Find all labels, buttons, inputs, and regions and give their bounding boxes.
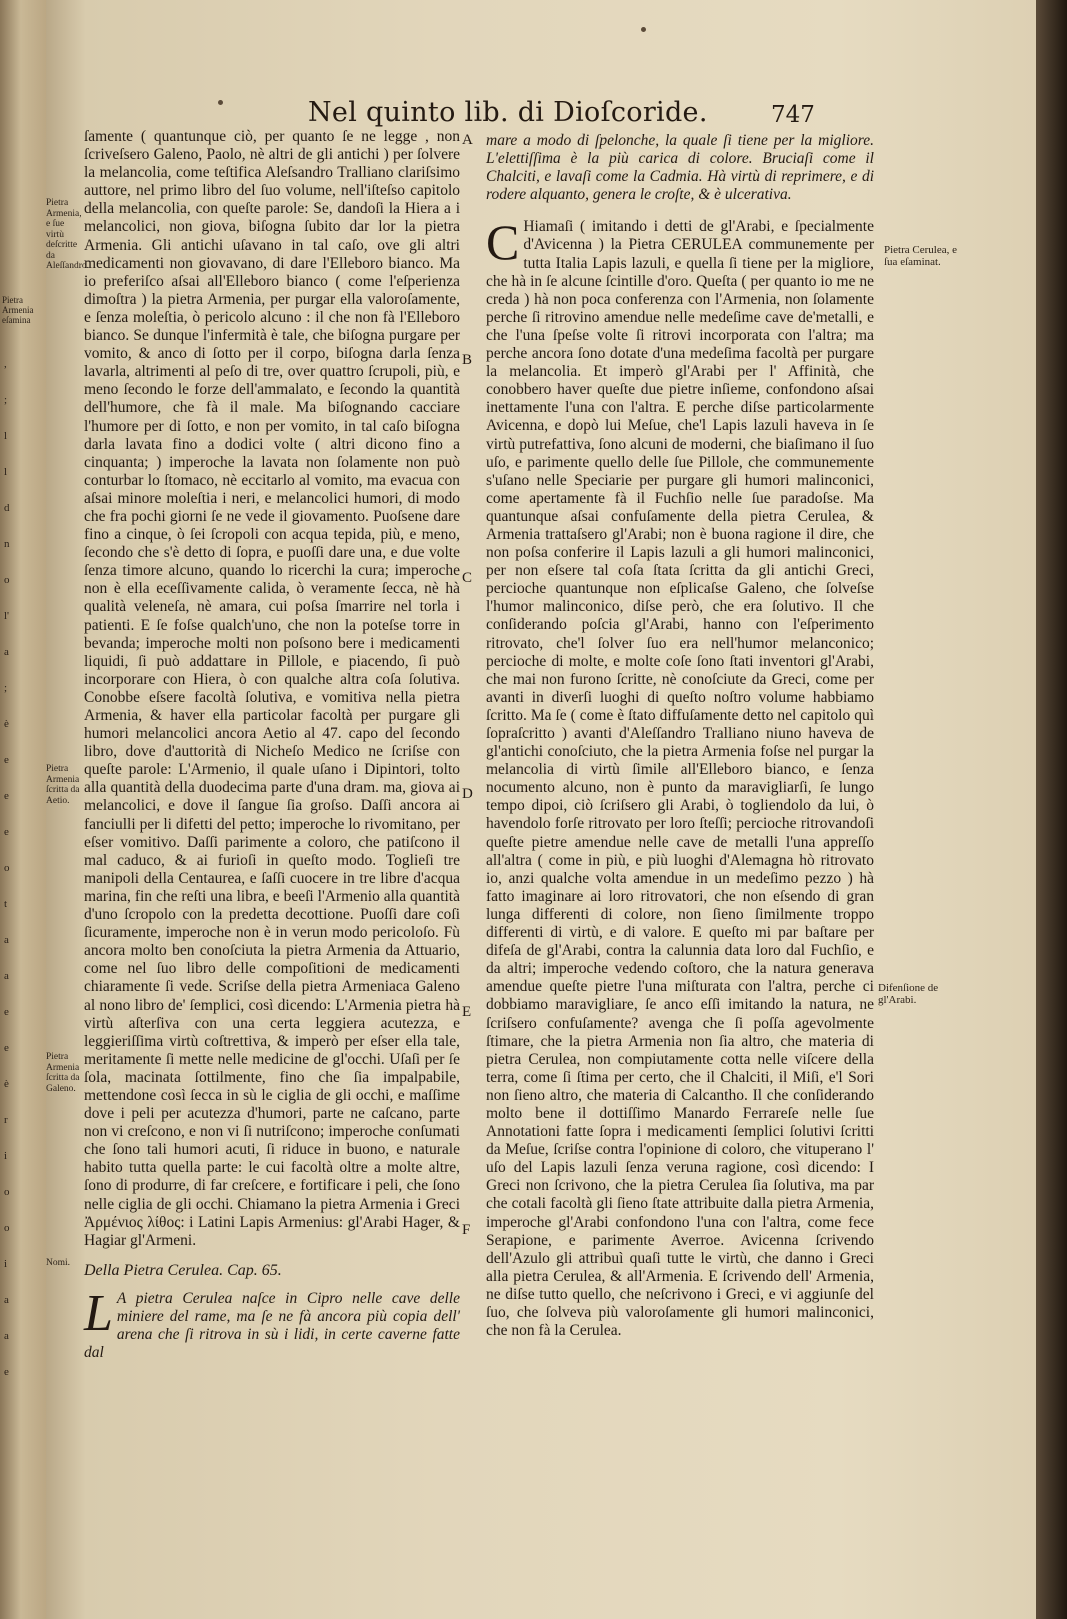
left-sidenote: Nomi.: [46, 1258, 71, 1268]
paragraph-text: Hiamaſi ( imitando i detti de gl'Arabi, e ſpecialmente d'Avicenna ) la Pietra CERULEA communemente per tutta Italia Lapis lazuli, e quella ſi tiene per la migliore, che hà in ſe alcune ſcintille d'oro. Queſta ( per quanto io me ne creda ) hà non poca conferenza con l'Armenia, non ſolamente perche ſi ritrovino amendue nelle medeſime cave de'metalli, e che l'una ſpeſse volte ſi ritrovi incorporata con l'altra; ma perche ancora ſono dotate d'una medeſima facoltà per purgare la melancolia. Et imperò gl'Arabi per l' Affinità, che conobbero haver queſte due pietre inſieme, confondono aſsai inettamente l'una con l'altra. E perche diſse particolarmente Avicenna, e dopò lui Meſue, che'l Lapis lazuli haveva in ſe virtù putrefattiva, ſono alcuni de moderni, che biaſimano il ſuo uſo, e parimente quello delle ſue Pillole, che communemente s'uſano nelle Speciarie per purgare gli humori malinconici, come apertamente fà il Fuchſio nelle ſue paradoſse. Ma quantunque aſsai confuſamente della pietra Cerulea, & Armenia trattaſsero gl'Arabi; non è buona ragione il dire, che non poſsa conferire il Lapis lazuli a gli humori malinconici, per non eſsere tal coſa ſtata ſcritta da gli antichi Greci, percioche quantunque non eſplicaſse Galeno, che ſolveſse l'humor malinconico, diſse però, che era ſolutivo. Il che conſiderando poſcia gl'Arabi, hanno con l'eſperimento ritrovato, che'l ſolver ſuo era nell'humor melanconico; percioche di molte, e molte coſe ſono ſtati inventori gl'Arabi, che mai non furono ſcritte, nè conoſciute da Greci, come per avanti in diverſi luoghi di queſto noſtro volume habbiamo ſcritto. Ma ſe ( come è ſtato diffuſamente detto nel capitolo quì ſopraſcritto ) avanti d'Aleſſandro Trallianо niuno haveva de gl'antichi conoſciuto, che la pietra Armenia foſse nel purgar la melancolia di virtù ſimile all'Elleboro bianco, e ſenza nocumento alcuno, non è punto da maravigliarſi, ſe lungo tempo dipoi, ciò ſcriſsero gli Arabi, ò togliendolo da lui, ò havendolo forſe ritrovato per loro ſteſſi; percioche ritrovandoſi queſte pietre amendue nelle cave de metalli l'una appreſſo all'altra ( come in più, e più luoghi d'Alemagna hò ritrovato io, anzi qualche volta amendue in un medeſimo pezzo ) hà fatto imaginare ai loro ritrovatori, che non eſsendo di gran lunga differenti di colore, non ſieno ſimilmente troppo differenti di virtù, e di valore. E queſto mi par baſtare per difeſa de gl'Arabi, contra la calunnia data loro dal Fuchſio, e da altri; imperoche vedendo coſtoro, che la natura generava amendue queſte pietre l'una miſturata con l'altra, perche ci dobbiamo maravigliare, ſe anco eſſi imitando la natura, ne ſcriſsero confuſamente? avenga che ſi poſſa agevolmente ſtimare, che la pietra Armenia non ſia altro, che materia di pietra Cerulea, non compiutamente cotta nelle viſcere della terra, come ſi ſtima per certo, che il Chalciti, il Miſi, e'l Sori non ſieno altro, che materia di Calcantho. Il che conſiderando molto bene il dottiſſimo Manardo Ferrareſe nelle ſue Annotationi fatte ſopra i medicamenti ſemplici ſolutivi ſcritti da Meſue, ſcriſse contra l'opinione di coloro, che vituperano l' uſo del Lapis lazuli ſenza veruna ragione, così dicendo: I Greci non ſcrivono, che la pietra Cerulea ſia ſolutiva, ma par che cotali facoltà gli ſieno ſtate attribuite dalla pietra Armenia, imperoche gl'Arabi confondono l'una con l'altra, come fece Serapione, e parimente Averroe. Avicenna ſcrivendo dell'Azulo gli attribuì quaſi tutte le virtù, che danno i Greci alla pietra Cerulea, & all'Armenia. E ſcrivendo dell' Armenia, ne diſse tutto quello, che neſcrivono i Greci, e vi aggiunſe del ſuo, che ſolveva più valoroſamente gli humori malinconici, che non fà la Cerulea.: [486, 218, 874, 1340]
previous-page-fragment: a: [4, 970, 9, 982]
previous-page-fragment: e: [4, 1042, 9, 1054]
previous-page-fragment: e: [4, 754, 9, 766]
left-sidenote: Pietra Armenia ſcritta da Galeno.: [46, 1052, 80, 1094]
previous-page-sidenote: Pietra Armenia eſamina: [2, 295, 34, 325]
drop-cap: C: [486, 214, 520, 271]
previous-page-fragment: ;: [4, 682, 8, 694]
chapter-heading: Della Pietra Cerulea. Cap. 65.: [84, 1261, 282, 1279]
running-header: Nel quinto lib. di Dioſcoride.: [308, 97, 708, 128]
previous-page-fragment: i: [4, 1258, 8, 1270]
margin-letter-c: C: [462, 570, 473, 586]
previous-page-fragment: l: [4, 466, 8, 478]
margin-letter-a: A: [462, 132, 473, 148]
previous-page-fragment: e: [4, 790, 9, 802]
margin-letter-e: E: [462, 1004, 472, 1020]
left-sidenote: Pietra Armenia ſcritta da Aetio.: [46, 764, 80, 806]
previous-page-fragment: e: [4, 1366, 9, 1378]
book-edge-shadow: [1036, 0, 1067, 1619]
previous-page-fragment: d: [4, 502, 10, 514]
previous-page-fragment: ;: [4, 394, 8, 406]
previous-page-edge: [0, 0, 46, 1619]
previous-page-fragment: a: [4, 1294, 9, 1306]
previous-page-fragment: o: [4, 574, 10, 586]
left-sidenote: Pietra Armenia, e ſue virtù deſcritte da Aleſſandro.: [46, 198, 90, 271]
previous-page-fragment: e: [4, 826, 9, 838]
right-sidenote: Pietra Cerulea, e ſua eſaminat.: [884, 244, 957, 268]
paragraph: [486, 214, 874, 1340]
previous-page-fragment: o: [4, 1222, 10, 1234]
previous-page-fragment: n: [4, 538, 10, 550]
margin-letter-d: D: [462, 786, 473, 802]
ink-dot: [218, 100, 223, 105]
previous-page-fragment: t: [4, 898, 8, 910]
previous-page-fragment: a: [4, 934, 9, 946]
paragraph-italic: [84, 1284, 460, 1362]
paragraph-text: A pietra Cerulea naſce in Cipro nelle cave delle miniere del rame, ma ſe ne fà ancora più copia dell' arena che ſi ritrova in sù i lidi, in certe caverne fatte dal: [84, 1289, 460, 1362]
book-page: [46, 0, 1036, 1619]
previous-page-fragment: r: [4, 1114, 8, 1126]
page-number: 747: [771, 102, 815, 128]
previous-page-fragment: l: [4, 430, 8, 442]
margin-letter-f: F: [462, 1222, 471, 1238]
previous-page-fragment: a: [4, 646, 9, 658]
previous-page-fragment: e: [4, 1006, 9, 1018]
paragraph-italic: mare a modo di ſpelonche, la quale ſi tiene per la migliore. L'elettiſſima è la più carica di colore. Bruciaſi come il Chalciti, e lavaſi come la Cadmia. Hà virtù di reprimere, e di rodere alquanto, genera le croſte, & è ulcerativa.: [486, 132, 874, 204]
right-sidenote: Difenſione de gl'Arabi.: [878, 982, 939, 1006]
margin-letter-b: B: [462, 352, 473, 368]
previous-page-fragment: l': [4, 610, 10, 622]
previous-page-fragment: è: [4, 718, 9, 730]
previous-page-fragment: ,: [4, 358, 7, 370]
previous-page-fragment: o: [4, 1186, 10, 1198]
previous-page-fragment: è: [4, 1078, 9, 1090]
previous-page-fragment: i: [4, 1150, 8, 1162]
previous-page-fragment: a: [4, 1330, 9, 1342]
right-column: [486, 132, 874, 1340]
ink-dot: [641, 27, 646, 32]
left-column: [84, 128, 460, 1362]
drop-cap: L: [84, 1284, 113, 1342]
paragraph: ſamente ( quantunque ciò, per quanto ſe ne legge , non ſcriveſsero Galeno, Paolo, nè altri de gli antichi ) per ſolvere la melancolia, come teſtifica Aleſsandro Trallianо clariſsimo auttore, nel primo libro del ſuo volume, nell'iſteſso capitolo della melancolia, con queſte parole: Se, dandoſi la Hiera a i melancolici, non giova, biſogna ſubito dar lor la pietra Armenia. Gli antichi uſavano in tal caſo, ove gli altri medicamenti non giovavano, di dare l'Elleboro bianco. Ma io preferiſco aſsai all'Elleboro bianco ( come l'eſperienza dimoſtra ) la pietra Armenia, per purgar ella valoroſamente, e ſenza moleſtia, ò pericolo alcuno : il che non fà l'Elleboro bianco. Se dunque l'infermità è tale, che biſogna purgare per vomito, & anco di ſotto per il corpo, biſogna darla ſenza lavarla, altrimenti al peſo di tre, over quattro ſcrupoli, più, e meno ſecondo le forze dell'ammalato, e ſecondo la quantità dell'humore, che fà il male. Ma biſognando cacciare l'humore per di ſotto, e non per vomito, in tal caſo biſogna darla lavata fino a dodici volte ( altri dicono fino a cinquanta; ) imperoche la lavata non ſolamente non può conturbar lo ſtomaco, nè eccitarlo al vomito, ma evacua con aſsai minore moleſtia i neri, e melancolici humori, di modo che fra pochi giorni ſe ne vede il giovamento. Puoſsene dare fino a cinque, ò ſei ſcropoli con acqua tepida, più, e meno, ſecondo che s'è detto di ſopra, e puoſſi dare una, e due volte ſenza timore alcuno, quando lo ricerchi la cura; imperoche non è ella eceſſivamente calida, ò veramente ſecca, nè hà qualità veleneſa, nè amara, cui poſsa ſmarrire nel torla i patienti. E ſe foſse qualch'uno, che non la poteſse torre in bevanda; imperoche molti non poſsono bere i medicamenti liquidi, ſi può addattare in Pillole, e piacendo, ſi può incorporare con Hiera, ò con qualche altra coſa ſolutiva. Conobbe eſsere facoltà ſolutiva, e vomitiva nella pietra Armenia, & haver ella particolar facoltà per purgare gli humori melancolici ancora Aetio al 47. capo del ſecondo libro, dove d'auttorità di Nicheſo Medico ne ſcriſse con queſte parole: L'Armenio, il quale uſano i Dipintori, tolto alla quantità della duodecima parte d'una dram. ma, giova ai melancolici, e dove il ſangue ſia groſso. Daſſi ancora ai fanciulli per li difetti del petto; imperoche lo rivomitano, per eſser vomitivo. Daſſi parimente a coloro, che patiſcono il mal caduco, & ai furioſi in queſto modo. Toglieſi tre manipoli della Centaurea, e ſaſſi cuocere in tre libre d'acqua marina, fin che reſti una libra, e beeſi l'Armenio alla quantità d'uno ſcropolo con la predetta decottione. Puoſſi dare coſi ſicuramente, imperoche non è in verun modo pericoloſo. Fù ancora molto ben conoſciuta la pietra Armenia da Attuario, come nel ſuo libro delle compoſitioni de medicamenti chiaramente ſi vede. Scriſse della pietra Armeniaca Galeno al nono libro de' ſemplici, così dicendo: L'Armenia pietra hà virtù aſterſiva con una certa leggiera acutezza, e leggieriſſima virtù coſtrettiva, & imperò per eſser ella tale, meritamente ſi mette nelle medicine de gl'occhi. Uſaſi per ſe ſola, macinata ſottilmente, fino che ſia impalpabile, mettendone così ſecca in sù le ciglia de gli occhi, e maſſime dove i peli per acutezza d'humori, parte ne caſcano, parte non vi creſcono, e non vi ſi nutriſcono; imperoche conſumati che ſono tali humori acuti, ſi riduce in buono, e naturale habito tutta quella parte: le cui facoltà oltre a molte altre, ſono di produrre, di far creſcere, e fortificare i peli, che ſono nelle ciglia de gli occhi. Chiamano la pietra Armenia i Greci Ἀρμένιος λίθος: i Latini Lapis Armenius: gl'Arabi Hager, & Hagiar gl'Armeni.: [84, 128, 460, 1249]
previous-page-fragment: o: [4, 862, 10, 874]
